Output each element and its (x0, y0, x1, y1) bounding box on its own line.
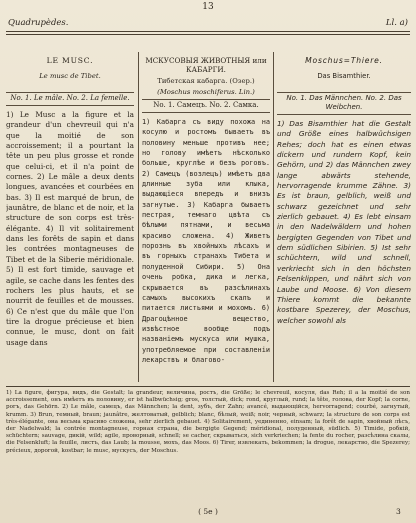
header-rule-bottom (6, 34, 410, 35)
german-caption: No. 1. Das Männchen. No. 2. Das Weibchen. (277, 92, 411, 115)
french-column (6, 56, 134, 348)
german-text: 1) Das Bisamthier hat die Gestalt und Größe eines halbwüchsigen Rehes; doch hat es einen etwas dickern und rundern Kopf, kein Gehörn, und 2) das Männchen zwey lange abwärts stehende, hervorragende krumme Zähne. 3) Es ist braun, gelblich, weiß und schwarz gezeichnet und sehr zierlich gebauet. 4) Es lebt einsam in den Nadelwäldern und hohen bergigten Gegenden von Tibet und dem südlichen Sibirien. 5) Ist sehr schüchtern, wild und schnell, verkriecht sich in den höchsten Felsenklippen, und nährt sich von Laube und Moose. 6) Von diesem Thiere kommt die bekannte kostbare Spezerey, der Moschus, welcher sowohl als (277, 119, 411, 325)
german-subtitle: Das Bisamthier. (317, 72, 371, 80)
header-right: Ll. a) (385, 18, 408, 28)
russian-caption: No. 1. Самецъ. No. 2. Самка. (142, 99, 270, 113)
french-text: 1) Le Musc a la figure et la grandeur d'un chevreuil qui n'a que la moitié de son accroissement; il a pourtant la tête un peu plus grosse et ronde que celui-ci, et il n'a point de cornes. 2) Le mâle a deux dents longues, avancées et courbées en bas. 3) Il est marqué de brun, de jaunâtre, de blanc et de noir, et la structure de son corps est très-élégante. 4) Il vit solitairement dans les forêts de sapin et dans les contrées montagneuses de Tibet et de la Siberie méridionale. 5) Il est fort timide, sauvage et agile, se cache dans les fentes des rochers les plus hauts, et se nourrit de feuilles et de mousses. 6) Ce n'est que du mâle que l'on tire la drogue précieuse et bien connue, le musc, dont on fait usage dans (6, 110, 134, 347)
russian-latin-name: (Moschus moschiferus. Lin.) (157, 88, 255, 96)
column-divider-1 (138, 52, 139, 382)
footnotes: 1) La figure, фигура, видъ, die Gestalt; la grandeur, величина, ростъ, die Größe; le chevreuil, косуля, das Reh; il a la moitié de son accroissement, онъ имѣетъ въ половину, er ist halbwüchsig; gros, толстый, dick; rond, круглый, rund; la tête, голова, der Kopf; la corne, рогъ, das Gehörn. 2) Le mâle, самецъ, das Männchen; la dent, зубъ, der Zahn; avancé, выдающійся, hervorragend; courbé, загнутый, krumm. 3) Brun, темный, braun; jaunâtre, желтоватый, gelblich; blanc, бѣлый, weiß; noir, черный, schwarz; la structure de son corps est très-élégante, она весьма красиво сложена, sehr zierlich gebauet. 4) Solitairement, уединенно, einsam; la forêt de sapin, хвойный лѣсъ, der Nadelwald; la contrée montagneuse, горная страна, die bergigte Gegend; méridional, полуденный, südlich. 5) Timide, робкій, schüchtern; sauvage, дикій, wild; agile, проворный, schnell; se cacher, скрываться, sich verkriechen; la fente du rocher, разсѣлина скалы, die Felsenkluft; la feuille, листъ, das Laub; la mousse, мохъ, das Moos. 6) Tirer, извлекать, bekommen; la drogue, лекарство, die Spezerey; précieux, дорогой, kostbar; le musc, мускусъ, der Moschus. (6, 386, 410, 455)
russian-subtitle: Тибетская кабарга. (Озер.) (157, 77, 255, 85)
page-number: 13 (202, 2, 214, 12)
header-left: Quadrupèdes. (8, 18, 69, 28)
german-column (277, 56, 411, 326)
russian-title: МСКУСОВЫЯ ЖИВОТНЫЯ или КАБАРГИ. (145, 56, 267, 74)
french-caption: No. 1. Le mâle. No. 2. La femelle. (6, 92, 134, 106)
footer-signature: ( 5e ) (198, 507, 218, 516)
german-title: Moschus=Thiere. (305, 56, 383, 65)
french-title: LE MUSC. (46, 56, 94, 65)
french-subtitle: Le musc de Tibet. (39, 72, 101, 80)
header-rule-top (6, 31, 410, 32)
russian-column (142, 56, 270, 365)
column-divider-2 (273, 52, 274, 382)
russian-text: 1) Кабарга съ виду похожа на косулю и ростомъ бываетъ въ половину меньше противъ нее; но голову имѣетъ нѣсколько больше, круглѣе и безъ роговъ. 2) Самецъ (возлецъ) имѣетъ два длинные зуба или клыка, выдающіеся впередъ и внизъ загнутые. 3) Кабарга бываетъ пестрая, темнаго цвѣта съ бѣлыми пятнами, и весьма красиво сложена. 4) Живетъ порознь въ хвойныхъ лѣсахъ и въ горныхъ странахъ Тибета и полуденной Сибири. 5) Она очень робка, дика и легка, скрывается въ разсѣлинахъ самыхъ высокихъ скалъ и питается листьями и мохомъ. 6) Драгоцѣнное вещество, извѣстное вообще подъ названіемъ мускуса или мушка, употребляемое при составленіи лекарствъ и благово- (142, 118, 270, 364)
footer-right-mark: 3 (396, 507, 401, 516)
